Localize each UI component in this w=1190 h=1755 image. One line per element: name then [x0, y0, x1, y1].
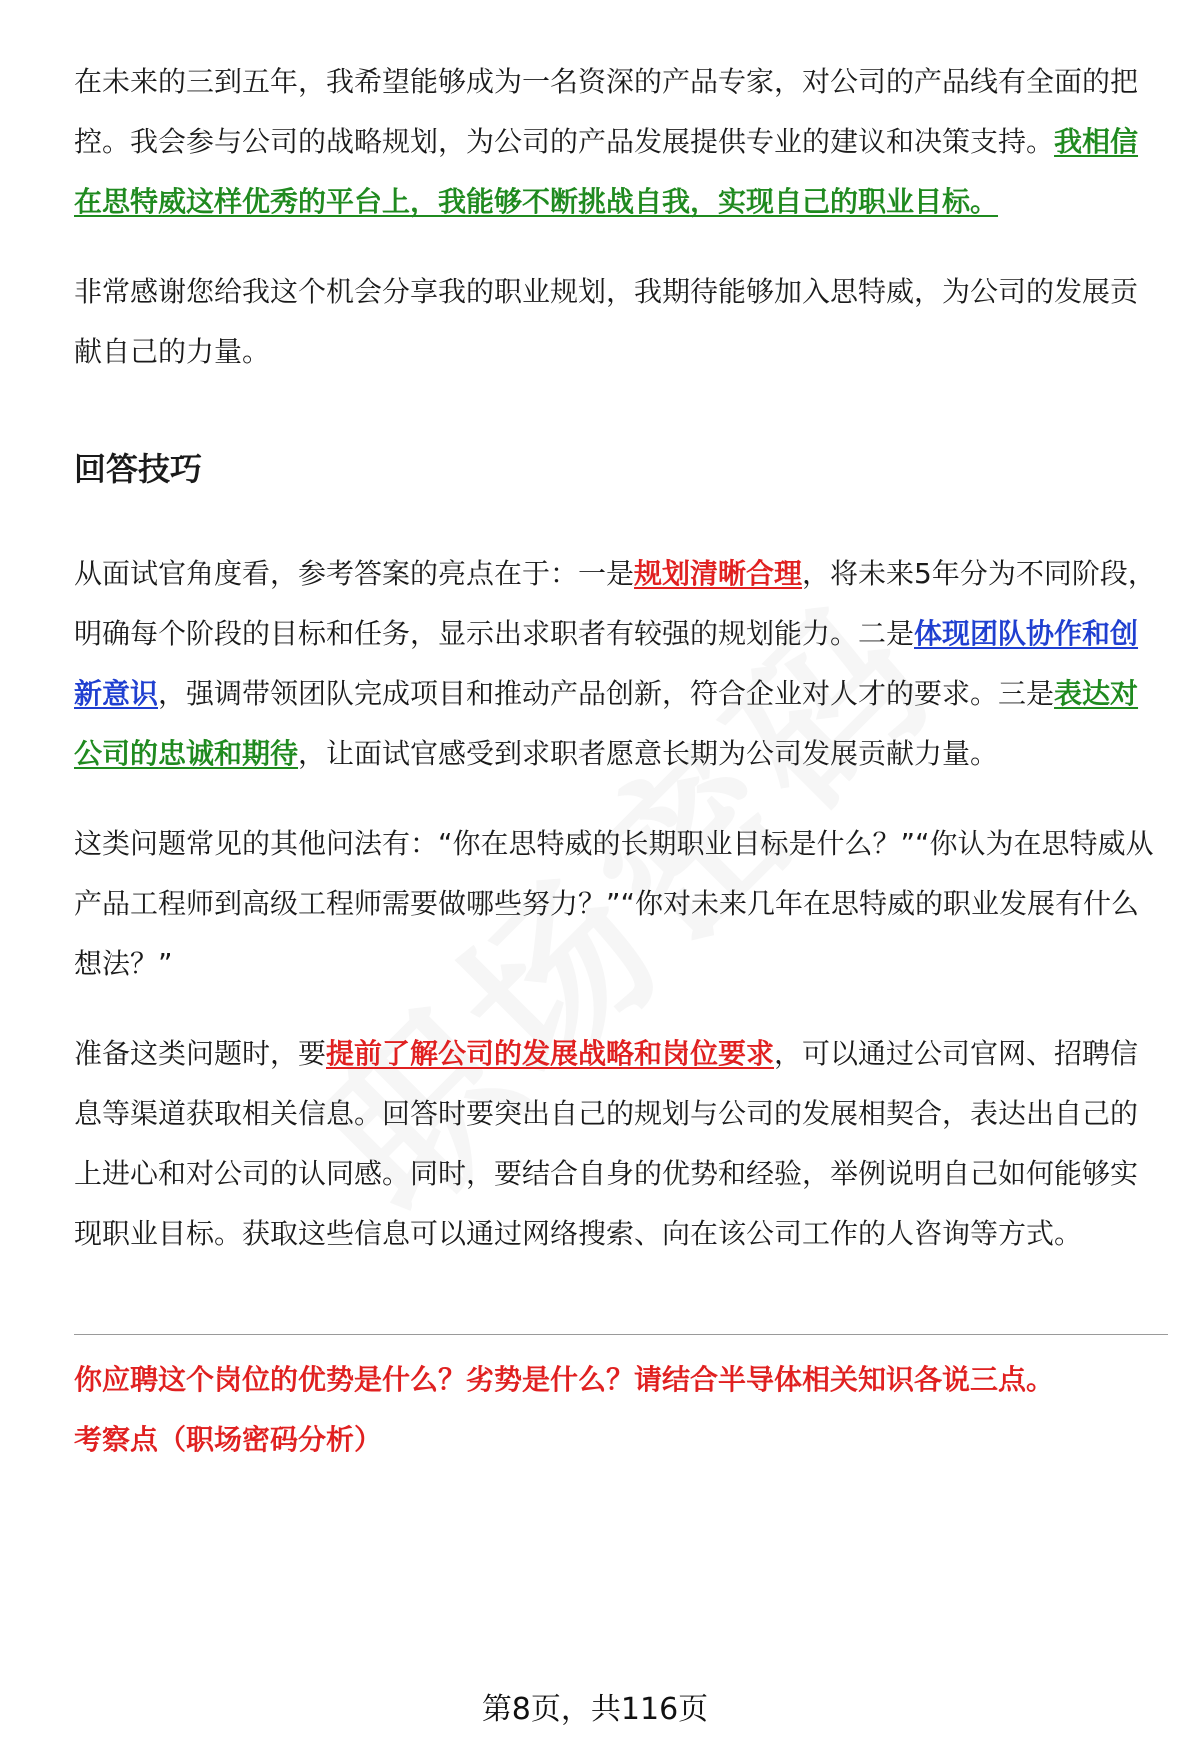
paragraph-text: 在未来的三到五年，我希望能够成为一名资深的产品专家，对公司的产品线有全面的把控。我会参与公司的战略规划，为公司的产品发展提供专业的建议和决策支持。: [74, 65, 1139, 158]
document-body: [74, 52, 1162, 1465]
highlight-green: 我相信在思特威这样优秀的平台上，我能够不断挑战自我，实现自己的职业目标。: [74, 125, 1139, 218]
section-title: 回答技巧: [74, 450, 203, 488]
highlight-red: 规划清晰合理: [634, 557, 803, 590]
divider: [74, 1334, 1168, 1335]
paragraph-text: ，将未来5年分为不同阶段，明确每个阶段的目标和任务，显示出求职者有较强的规划能力。二是: [74, 557, 1156, 650]
highlight-red: 提前了解公司的发展战略和岗位要求: [326, 1037, 775, 1070]
paragraph-text: 从面试官角度看，参考答案的亮点在于：一是: [74, 557, 635, 590]
paragraph-preparation: [74, 1024, 1162, 1264]
paragraph-text: ，可以通过公司官网、招聘信息等渠道获取相关信息。回答时要突出自己的规划与公司的发展相契合，表达出自己的上进心和对公司的认同感。同时，要结合自身的优势和经验，举例说明自己如何能够实现职业目标。获取这些信息可以通过网络搜索、向在该公司工作的人咨询等方式。: [74, 1037, 1139, 1250]
paragraph-text: 准备这类问题时，要: [74, 1037, 327, 1070]
paragraph-alt-questions: 这类问题常见的其他问法有：“你在思特威的长期职业目标是什么？”“你认为在思特威从产品工程师到高级工程师需要做哪些努力？”“你对未来几年在思特威的职业发展有什么想法？”: [74, 827, 1154, 980]
paragraph-text: ，强调带领团队完成项目和推动产品创新，符合企业对人才的要求。三是: [158, 677, 1055, 710]
paragraph-career-goal: [74, 52, 1162, 232]
paragraph-text: ，让面试官感受到求职者愿意长期为公司发展贡献力量。: [298, 737, 999, 770]
highlight-green: 表达对公司的忠诚和期待: [74, 677, 1139, 770]
paragraph-interviewer-view: [74, 544, 1162, 784]
page-number: 第8页，共116页: [481, 1692, 709, 1727]
paragraph-thanks: 非常感谢您给我这个机会分享我的职业规划，我期待能够加入思特威，为公司的发展贡献自己的力量。: [74, 275, 1139, 368]
analysis-heading: 考察点（职场密码分析）: [74, 1423, 383, 1456]
highlight-blue: 体现团队协作和创新意识: [74, 617, 1139, 710]
next-question: 你应聘这个岗位的优势是什么？劣势是什么？请结合半导体相关知识各说三点。: [74, 1363, 1055, 1396]
